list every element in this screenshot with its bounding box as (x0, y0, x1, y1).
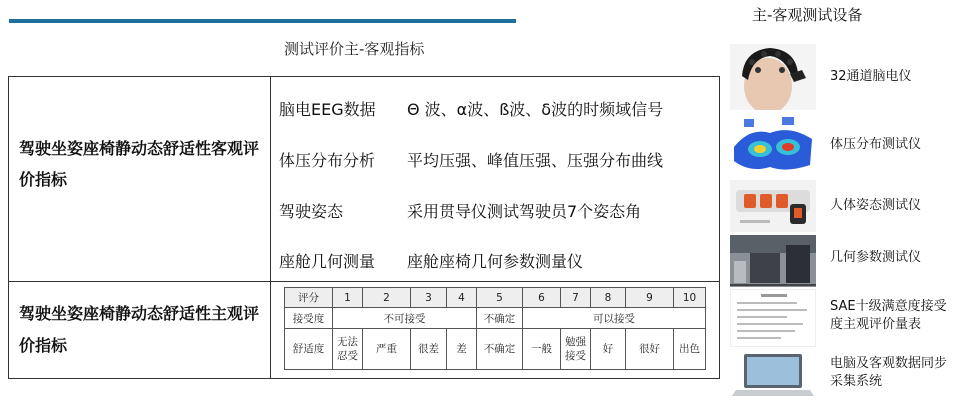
scale-score: 9 (626, 288, 674, 308)
comfort-level: 勉强接受 (561, 329, 591, 370)
metric-desc-geometry: 座舱座椅几何参数测量仪 (407, 252, 584, 271)
equipment-label-laptop: 电脑及客观数据同步采集系统 (830, 356, 948, 389)
acceptance-group-acceptable: 可以接受 (523, 308, 706, 329)
comfort-level: 很差 (411, 329, 447, 370)
acceptance-group-uncertain: 不确定 (477, 308, 523, 329)
metric-name-eeg: 脑电EEG数据 (279, 100, 376, 119)
comfort-level: 差 (447, 329, 477, 370)
objective-label: 驾驶坐姿座椅静动态舒适性客观评价指标 (19, 139, 260, 189)
scale-score: 10 (674, 288, 706, 308)
questionnaire-icon (730, 289, 816, 347)
scale-acceptance-label: 接受度 (285, 308, 333, 329)
metric-desc-eeg: Θ 波、α波、ß波、δ波的时频域信号 (407, 100, 664, 119)
objective-label-cell (9, 77, 271, 281)
sae-rating-scale (284, 287, 706, 370)
equipment-heading: 主-客观测试设备 (752, 6, 863, 24)
scale-score: 6 (523, 288, 561, 308)
subjective-label-cell (9, 282, 271, 378)
posture-sensor-icon (730, 180, 816, 232)
comfort-level: 无法忍受 (333, 329, 363, 370)
geometry-meter-icon (730, 235, 816, 287)
comfort-level: 严重 (363, 329, 411, 370)
scale-score: 1 (333, 288, 363, 308)
comfort-level: 不确定 (477, 329, 523, 370)
comfort-level: 好 (591, 329, 626, 370)
subjective-label: 驾驶坐姿座椅静动态舒适性主观评价指标 (19, 304, 260, 355)
scale-score: 5 (477, 288, 523, 308)
scale-score-row (285, 288, 706, 308)
eeg-cap-icon (730, 44, 816, 110)
equipment-label-posture: 人体姿态测试仪 (830, 198, 922, 213)
scale-score-label: 评分 (285, 288, 333, 308)
objective-indicator-row (9, 77, 719, 282)
scale-score: 8 (591, 288, 626, 308)
scale-acceptance-row (285, 308, 706, 329)
equipment-label-geometry: 几何参数测试仪 (830, 250, 922, 265)
comfort-level: 很好 (626, 329, 674, 370)
scale-score: 4 (447, 288, 477, 308)
indicator-table (8, 76, 720, 379)
equipment-label-pressure: 体压分布测试仪 (830, 137, 922, 152)
metric-desc-posture: 采用贯导仪测试驾驶员7个姿态角 (407, 202, 642, 221)
metric-name-posture: 驾驶姿态 (279, 202, 344, 221)
metric-name-geometry: 座舱几何测量 (279, 252, 376, 271)
page-title: 测试评价主-客观指标 (284, 40, 425, 58)
scale-comfort-label: 舒适度 (285, 329, 333, 370)
comfort-level: 一般 (523, 329, 561, 370)
scale-score: 2 (363, 288, 411, 308)
metric-name-pressure: 体压分布分析 (279, 151, 376, 170)
laptop-icon (730, 350, 816, 402)
scale-score: 7 (561, 288, 591, 308)
comfort-level: 出色 (674, 329, 706, 370)
acceptance-group-unacceptable: 不可接受 (333, 308, 477, 329)
equipment-label-questionnaire: SAE十级满意度接受度主观评价量表 (830, 299, 947, 332)
metric-desc-pressure: 平均压强、峰值压强、压强分布曲线 (407, 151, 664, 170)
scale-score: 3 (411, 288, 447, 308)
header-accent-rule (9, 19, 516, 23)
scale-comfort-row (285, 329, 706, 370)
pressure-map-icon (730, 113, 816, 177)
equipment-label-eeg: 32通道脑电仪 (830, 69, 912, 84)
